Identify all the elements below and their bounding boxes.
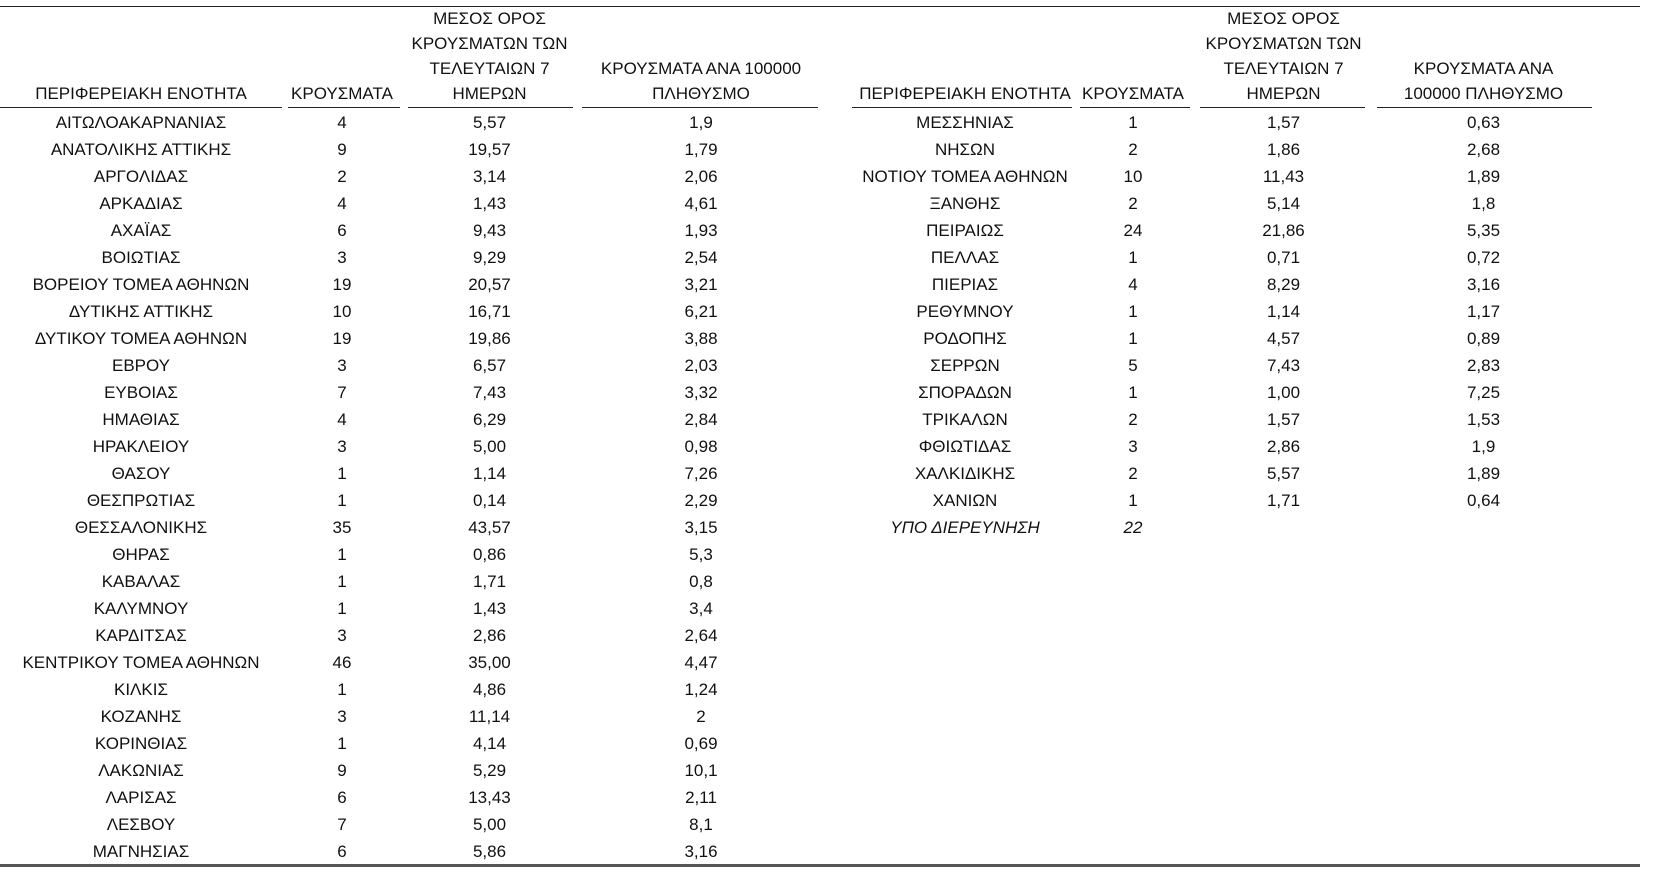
- cell-per100k: 6,21: [684, 302, 718, 321]
- cell-avg7: 1,71: [1266, 491, 1301, 510]
- table-row: [0, 730, 840, 757]
- table-row: [0, 406, 840, 433]
- cell-cases: 4: [337, 113, 347, 132]
- cell-region: ΛΕΣΒΟΥ: [106, 815, 176, 834]
- cell-region: ΗΜΑΘΙΑΣ: [102, 410, 180, 429]
- cell-cases: 6: [337, 788, 347, 807]
- cell-region: ΚΟΖΑΝΗΣ: [100, 707, 182, 726]
- cell-region: ΚΕΝΤΡΙΚΟΥ ΤΟΜΕΑ ΑΘΗΝΩΝ: [22, 653, 260, 672]
- cell-region: ΝΟΤΙΟΥ ΤΟΜΕΑ ΑΘΗΝΩΝ: [862, 167, 1068, 186]
- cell-avg7: 1,14: [472, 464, 507, 483]
- cell-cases: 3: [337, 707, 347, 726]
- left-table-body: [0, 109, 840, 865]
- table-row: [0, 676, 840, 703]
- cell-cases: 6: [337, 842, 347, 861]
- cell-avg7: 0,86: [472, 545, 507, 564]
- cell-per100k: 0,69: [684, 734, 718, 753]
- cell-avg7: 3,14: [472, 167, 507, 186]
- table-row: [0, 190, 840, 217]
- cell-cases: 1: [1128, 113, 1138, 132]
- cell-per100k: 10,1: [684, 761, 718, 780]
- cell-per100k: 1,9: [689, 113, 713, 132]
- table-row: [850, 325, 1640, 352]
- cell-avg7: 1,43: [472, 194, 507, 213]
- cell-per100k: 3,32: [684, 383, 718, 402]
- table-row: [850, 217, 1640, 244]
- cell-region: ΘΗΡΑΣ: [112, 545, 170, 564]
- cell-cases: 19: [332, 275, 352, 294]
- cell-per100k: 2,11: [685, 788, 717, 807]
- table-row: [850, 109, 1640, 136]
- cell-avg7: 5,57: [1266, 464, 1301, 483]
- cell-region: ΔΥΤΙΚΗΣ ΑΤΤΙΚΗΣ: [68, 302, 214, 321]
- cell-region: ΠΙΕΡΙΑΣ: [931, 275, 999, 294]
- cell-cases: 6: [337, 221, 347, 240]
- cell-cases: 1: [1128, 491, 1138, 510]
- cell-avg7: 6,29: [472, 410, 507, 429]
- cell-per100k: 0,8: [689, 572, 713, 591]
- cell-avg7: 43,57: [468, 518, 511, 537]
- cell-avg7: 11,43: [1262, 167, 1305, 186]
- cell-avg7: 19,57: [468, 140, 511, 159]
- cell-cases: 7: [337, 815, 347, 834]
- cell-per100k: 4,47: [684, 653, 718, 672]
- table-row: [0, 811, 840, 838]
- table-row: [0, 325, 840, 352]
- cell-region: ΡΕΘΥΜΝΟΥ: [916, 302, 1014, 321]
- cell-per100k: 0,63: [1466, 113, 1501, 132]
- cell-cases: 5: [1128, 356, 1138, 375]
- cell-avg7: 1,57: [1266, 113, 1301, 132]
- cell-cases: 1: [337, 680, 347, 699]
- cell-region: ΑΙΤΩΛΟΑΚΑΡΝΑΝΙΑΣ: [55, 113, 227, 132]
- table-row: [0, 136, 840, 163]
- cell-cases: 3: [337, 248, 347, 267]
- table-row: [0, 541, 840, 568]
- cell-cases: 1: [1128, 383, 1138, 402]
- cell-avg7: 16,71: [468, 302, 511, 321]
- cell-per100k: 3,16: [1466, 275, 1501, 294]
- cell-per100k: 2,64: [684, 626, 718, 645]
- cell-cases: 1: [337, 545, 347, 564]
- cell-per100k: 3,21: [684, 275, 718, 294]
- cell-per100k: 2,68: [1466, 140, 1501, 159]
- cell-region: ΦΘΙΩΤΙΔΑΣ: [918, 437, 1012, 456]
- table-row: [0, 595, 840, 622]
- cell-region: ΚΑΛΥΜΝΟΥ: [93, 599, 189, 618]
- cell-avg7: 9,43: [472, 221, 507, 240]
- cell-avg7: 5,00: [472, 815, 507, 834]
- cell-per100k: 1,9: [1471, 437, 1496, 456]
- cell-region: ΡΟΔΟΠΗΣ: [923, 329, 1007, 348]
- cell-avg7: 7,43: [1266, 356, 1301, 375]
- cell-per100k: 2,54: [684, 248, 718, 267]
- cell-cases: 3: [337, 626, 347, 645]
- cell-avg7: 8,29: [1266, 275, 1301, 294]
- cell-per100k: 2,83: [1466, 356, 1501, 375]
- cell-cases: 3: [1128, 437, 1138, 456]
- cell-avg7: 19,86: [468, 329, 511, 348]
- cell-per100k: 8,1: [689, 815, 713, 834]
- header-underline: [0, 107, 282, 108]
- cell-avg7: 35,00: [468, 653, 511, 672]
- cell-region: ΝΗΣΩΝ: [934, 140, 996, 159]
- cell-per100k: 2,29: [684, 491, 718, 510]
- cell-region: ΜΑΓΝΗΣΙΑΣ: [92, 842, 190, 861]
- header-avg7: ΜΕΣΟΣ ΟΡΟΣ ΚΡΟΥΣΜΑΤΩΝ ΤΩΝ ΤΕΛΕΥΤΑΙΩΝ 7 ΗΜΕΡΩΝ: [1205, 9, 1362, 103]
- cell-per100k: 3,88: [684, 329, 718, 348]
- cell-cases: 24: [1123, 221, 1143, 240]
- table-row: [850, 406, 1640, 433]
- cell-avg7: 6,57: [472, 356, 507, 375]
- table-row: [0, 460, 840, 487]
- cell-cases: 35: [332, 518, 352, 537]
- cell-per100k: 1,89: [1466, 167, 1501, 186]
- cell-region: ΛΑΚΩΝΙΑΣ: [98, 761, 184, 780]
- cell-cases: 1: [337, 572, 347, 591]
- cell-cases: 2: [1128, 464, 1138, 483]
- table-row: [850, 460, 1640, 487]
- cell-per100k: 5,3: [689, 545, 713, 564]
- table-row: [850, 352, 1640, 379]
- cell-cases: 1: [337, 491, 347, 510]
- cell-region: ΜΕΣΣΗΝΙΑΣ: [916, 113, 1014, 132]
- cell-per100k: 0,89: [1466, 329, 1501, 348]
- cell-region: ΑΡΓΟΛΙΔΑΣ: [93, 167, 189, 186]
- table-row: [0, 433, 840, 460]
- cell-per100k: 1,93: [684, 221, 718, 240]
- cell-cases: 10: [1123, 167, 1143, 186]
- header-underline: [408, 107, 573, 108]
- cell-avg7: 1,86: [1266, 140, 1301, 159]
- cell-region: ΒΟΡΕΙΟΥ ΤΟΜΕΑ ΑΘΗΝΩΝ: [32, 275, 250, 294]
- cell-cases: 2: [1128, 140, 1138, 159]
- table-row: [0, 757, 840, 784]
- bottom-rule: [0, 864, 1640, 867]
- table-row: [0, 703, 840, 730]
- table-row: [850, 271, 1640, 298]
- cell-per100k: 4,61: [684, 194, 718, 213]
- header-underline: [1200, 107, 1365, 108]
- table-row: [850, 298, 1640, 325]
- cell-avg7: 7,43: [472, 383, 507, 402]
- cell-cases: 7: [337, 383, 347, 402]
- cell-per100k: 3,4: [689, 599, 713, 618]
- cell-region: ΚΑΡΔΙΤΣΑΣ: [95, 626, 187, 645]
- cell-cases: 2: [1128, 410, 1138, 429]
- cell-avg7: 5,86: [472, 842, 507, 861]
- cell-per100k: 1,17: [1466, 302, 1501, 321]
- cell-cases: 1: [337, 599, 347, 618]
- header-underline: [582, 107, 818, 108]
- cell-region: ΕΥΒΟΙΑΣ: [104, 383, 178, 402]
- table-row: [0, 838, 840, 865]
- cell-avg7: 5,00: [472, 437, 507, 456]
- header-underline: [288, 107, 400, 108]
- table-row: [850, 487, 1640, 514]
- cell-cases: 3: [337, 437, 347, 456]
- cell-cases: 9: [337, 140, 347, 159]
- cell-region: ΧΑΝΙΩΝ: [932, 491, 998, 510]
- header-cases: ΚΡΟΥΣΜΑΤΑ: [291, 84, 393, 103]
- cell-region: ΛΑΡΙΣΑΣ: [105, 788, 177, 807]
- table-row: [850, 379, 1640, 406]
- cell-region: ΣΠΟΡΑΔΩΝ: [918, 383, 1012, 402]
- cell-cases: 1: [1128, 302, 1138, 321]
- header-cases: ΚΡΟΥΣΜΑΤΑ: [1082, 84, 1184, 103]
- table-row: [0, 271, 840, 298]
- cell-avg7: 2,86: [1266, 437, 1301, 456]
- cell-cases: 4: [337, 194, 347, 213]
- cell-avg7: 0,14: [472, 491, 507, 510]
- table-row: [850, 433, 1640, 460]
- cell-cases: 3: [337, 356, 347, 375]
- header-avg7: ΜΕΣΟΣ ΟΡΟΣ ΚΡΟΥΣΜΑΤΩΝ ΤΩΝ ΤΕΛΕΥΤΑΙΩΝ 7 ΗΜΕΡΩΝ: [411, 9, 568, 103]
- header-underline: [1377, 107, 1592, 108]
- cell-region: ΚΟΡΙΝΘΙΑΣ: [94, 734, 188, 753]
- cell-per100k: 2: [696, 707, 706, 726]
- cell-region: ΗΡΑΚΛΕΙΟΥ: [92, 437, 190, 456]
- cell-cases: 10: [332, 302, 352, 321]
- header-per100k: ΚΡΟΥΣΜΑΤΑ ΑΝΑ 100000 ΠΛΗΘΥΣΜΟ: [600, 59, 802, 103]
- cell-region: ΥΠΟ ΔΙΕΡΕΥΝΗΣΗ: [890, 518, 1040, 537]
- cell-avg7: 11,14: [468, 707, 511, 726]
- table-row: [850, 136, 1640, 163]
- cell-per100k: 0,64: [1466, 491, 1501, 510]
- cell-avg7: 5,14: [1266, 194, 1301, 213]
- table-row: [0, 109, 840, 136]
- cell-region: ΕΒΡΟΥ: [111, 356, 171, 375]
- top-rule: [0, 6, 1640, 7]
- cell-region: ΘΕΣΣΑΛΟΝΙΚΗΣ: [74, 518, 208, 537]
- table-row: [0, 568, 840, 595]
- cell-per100k: 3,15: [684, 518, 718, 537]
- header-region: ΠΕΡΙΦΕΡΕΙΑΚΗ ΕΝΟΤΗΤΑ: [859, 84, 1071, 103]
- cell-avg7: 1,57: [1266, 410, 1301, 429]
- cell-cases: 1: [1128, 248, 1138, 267]
- cell-region: ΚΑΒΑΛΑΣ: [101, 572, 181, 591]
- cell-avg7: 1,43: [472, 599, 507, 618]
- cell-avg7: 21,86: [1262, 221, 1305, 240]
- cell-avg7: 4,86: [472, 680, 507, 699]
- cell-cases: 2: [1128, 194, 1138, 213]
- cell-avg7: 0,71: [1266, 248, 1301, 267]
- cell-cases: 4: [1128, 275, 1138, 294]
- cell-cases: 22: [1123, 518, 1143, 537]
- table-row: [0, 514, 840, 541]
- cell-avg7: 4,14: [472, 734, 507, 753]
- cell-region: ΠΕΙΡΑΙΩΣ: [926, 221, 1004, 240]
- cell-cases: 46: [332, 653, 352, 672]
- cell-per100k: 1,53: [1466, 410, 1501, 429]
- cell-per100k: 0,72: [1466, 248, 1501, 267]
- cell-per100k: 1,89: [1466, 464, 1501, 483]
- cell-region: ΘΑΣΟΥ: [111, 464, 171, 483]
- cell-region: ΠΕΛΛΑΣ: [930, 248, 1000, 267]
- header-per100k: ΚΡΟΥΣΜΑΤΑ ΑΝΑ 100000 ΠΛΗΘΥΣΜΟ: [1403, 59, 1564, 103]
- table-row: [0, 163, 840, 190]
- header-underline: [1080, 107, 1190, 108]
- cell-cases: 19: [332, 329, 352, 348]
- cell-region: ΚΙΛΚΙΣ: [114, 680, 168, 699]
- table-row: [0, 298, 840, 325]
- table-row: [0, 649, 840, 676]
- cell-per100k: 7,25: [1466, 383, 1501, 402]
- cell-region: ΑΝΑΤΟΛΙΚΗΣ ΑΤΤΙΚΗΣ: [50, 140, 232, 159]
- header-underline: [852, 107, 1072, 108]
- cell-per100k: 1,8: [1471, 194, 1496, 213]
- table-row: [850, 163, 1640, 190]
- cell-avg7: 2,86: [472, 626, 507, 645]
- cell-per100k: 1,79: [684, 140, 718, 159]
- cell-per100k: 3,16: [684, 842, 718, 861]
- table-row: [0, 217, 840, 244]
- cell-per100k: 2,84: [684, 410, 718, 429]
- cell-region: ΒΟΙΩΤΙΑΣ: [101, 248, 181, 267]
- table-row: [850, 244, 1640, 271]
- cell-per100k: 7,26: [684, 464, 718, 483]
- cell-cases: 4: [337, 410, 347, 429]
- cell-per100k: 2,03: [684, 356, 718, 375]
- cell-region: ΑΡΚΑΔΙΑΣ: [99, 194, 183, 213]
- cell-avg7: 13,43: [468, 788, 511, 807]
- cell-cases: 2: [337, 167, 347, 186]
- table-row: [850, 190, 1640, 217]
- cell-cases: 1: [1128, 329, 1138, 348]
- table-row: [0, 784, 840, 811]
- table-row: [0, 487, 840, 514]
- cell-per100k: 0,98: [684, 437, 718, 456]
- cell-region: ΤΡΙΚΑΛΩΝ: [922, 410, 1008, 429]
- cell-per100k: 1,24: [684, 680, 718, 699]
- cell-avg7: 1,00: [1266, 383, 1301, 402]
- table-row: [0, 622, 840, 649]
- cell-region: ΔΥΤΙΚΟΥ ΤΟΜΕΑ ΑΘΗΝΩΝ: [34, 329, 248, 348]
- cell-region: ΑΧΑΪΑΣ: [110, 221, 172, 240]
- header-region: ΠΕΡΙΦΕΡΕΙΑΚΗ ΕΝΟΤΗΤΑ: [35, 84, 247, 103]
- cell-cases: 1: [337, 464, 347, 483]
- table-row: [0, 244, 840, 271]
- cell-region: ΘΕΣΠΡΩΤΙΑΣ: [86, 491, 196, 510]
- table-row: [0, 379, 840, 406]
- cell-region: ΣΕΡΡΩΝ: [930, 356, 1000, 375]
- right-table-body: [850, 109, 1640, 541]
- cell-avg7: 9,29: [472, 248, 507, 267]
- table-footer-row: [850, 514, 1640, 541]
- cell-cases: 1: [337, 734, 347, 753]
- cell-cases: 9: [337, 761, 347, 780]
- cell-avg7: 1,71: [472, 572, 507, 591]
- cell-per100k: 2,06: [684, 167, 718, 186]
- cell-avg7: 1,14: [1266, 302, 1301, 321]
- cell-avg7: 20,57: [468, 275, 511, 294]
- cell-avg7: 5,57: [472, 113, 507, 132]
- cell-region: ΧΑΛΚΙΔΙΚΗΣ: [914, 464, 1016, 483]
- cell-avg7: 5,29: [472, 761, 507, 780]
- cell-avg7: 4,57: [1266, 329, 1301, 348]
- table-row: [0, 352, 840, 379]
- cell-per100k: 5,35: [1466, 221, 1501, 240]
- cell-region: ΞΑΝΘΗΣ: [929, 194, 1001, 213]
